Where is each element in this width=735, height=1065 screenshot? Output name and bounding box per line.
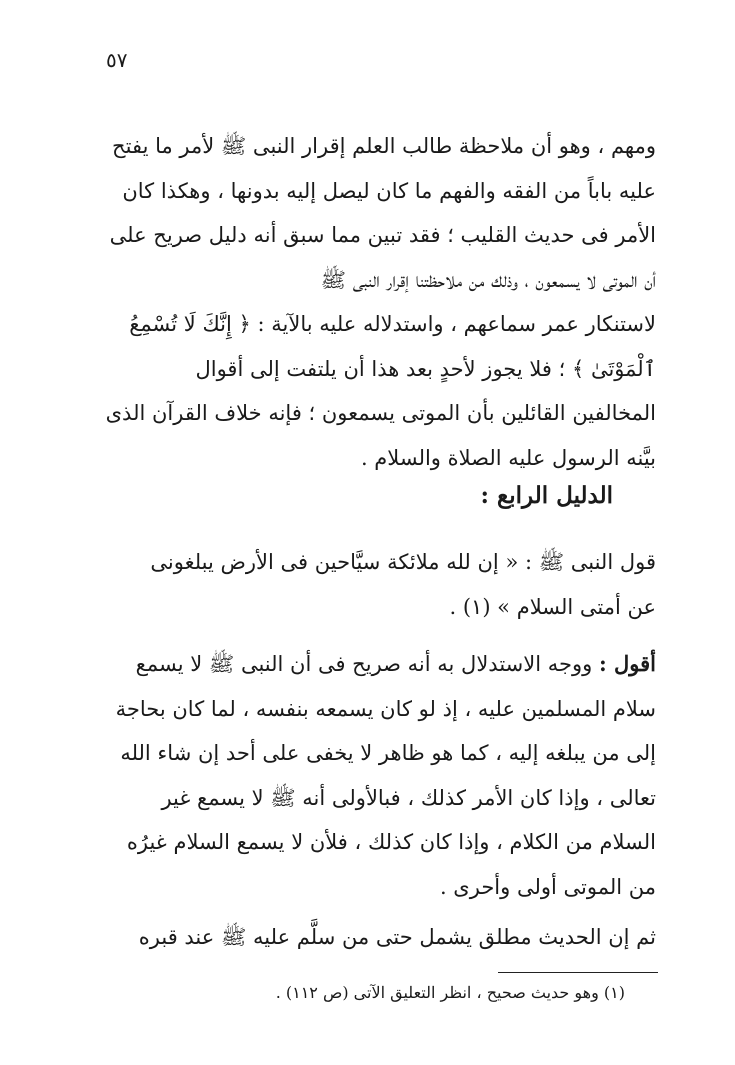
text-line: ٱلْمَوْتَىٰ ﴾ ؛ فلا يجوز لأحدٍ بعد هذا أن يلتفت إلى أقوال (195, 356, 656, 381)
text-line: عليه باباً من الفقه والفهم ما كان ليصل إليه بدونها ، وهكذا كان (122, 178, 656, 203)
line-text: ووجه الاستدلال به أنه صريح فى أن النبى ﷺ لا يسمع (135, 652, 593, 676)
text-line: بيَّنه الرسول عليه الصلاة والسلام . (360, 445, 656, 470)
text-line: من الموتى أولى وأحرى . (439, 874, 656, 899)
text-line: إلى من يبلغه إليه ، كما هو ظاهر لا يخفى على أحد إن شاء الله (120, 741, 656, 765)
text-line: عن أمتى السلام » (١) . (449, 594, 656, 619)
text-line: ثم إن الحديث مطلق يشمل حتى من سلَّم عليه ﷺ عند قبره (138, 925, 656, 949)
text-line: المخالفين القائلين بأن الموتى يسمعون ؛ فإنه خلاف القرآن الذى (105, 401, 656, 425)
text-line: السلام من الكلام ، وإذا كان كذلك ، فلأن لا يسمع السلام غيرُه (126, 830, 656, 854)
text-line: الأمر فى حديث القليب ؛ فقد تبين مما سبق أنه دليل صريح على (109, 223, 656, 247)
text-line: ومهم ، وهو أن ملاحظة طالب العلم إقرار النبى ﷺ لأمر ما يفتح (112, 134, 656, 158)
paragraph-2 (76, 540, 656, 629)
footnote-divider (498, 972, 658, 973)
paragraph-4 (76, 915, 656, 960)
page-number: ٥٧ (106, 48, 128, 72)
paragraph-1 (76, 124, 656, 480)
text-line: تعالى ، وإذا كان الأمر كذلك ، فبالأولى أنه ﷺ لا يسمع غير (161, 785, 656, 810)
text-line: قول النبى ﷺ : « إن لله ملائكة سيَّاحين فى الأرض يبلغونى (150, 550, 656, 574)
text-line: سلام المسلمين عليه ، إذ لو كان يسمعه بنفسه ، لما كان بحاجة (115, 696, 656, 721)
section-heading: الدليل الرابع : (480, 482, 613, 509)
text-line: لاستنكار عمر سماعهم ، واستدلاله عليه بالآية : ﴿ إِنَّكَ لَا تُسْمِعُ (129, 312, 656, 336)
text-line: أن الموتى لا يسمعون ، وذلك من ملاحظتنا إقرار النبى ﷺ (320, 267, 656, 292)
paragraph-3 (76, 642, 656, 909)
text-line (76, 642, 656, 687)
footnote: (١) وهو حديث صحيح ، انظر التعليق الآتى (ص ١١٢) . (275, 983, 625, 1002)
lead-word: أقول : (598, 651, 656, 676)
